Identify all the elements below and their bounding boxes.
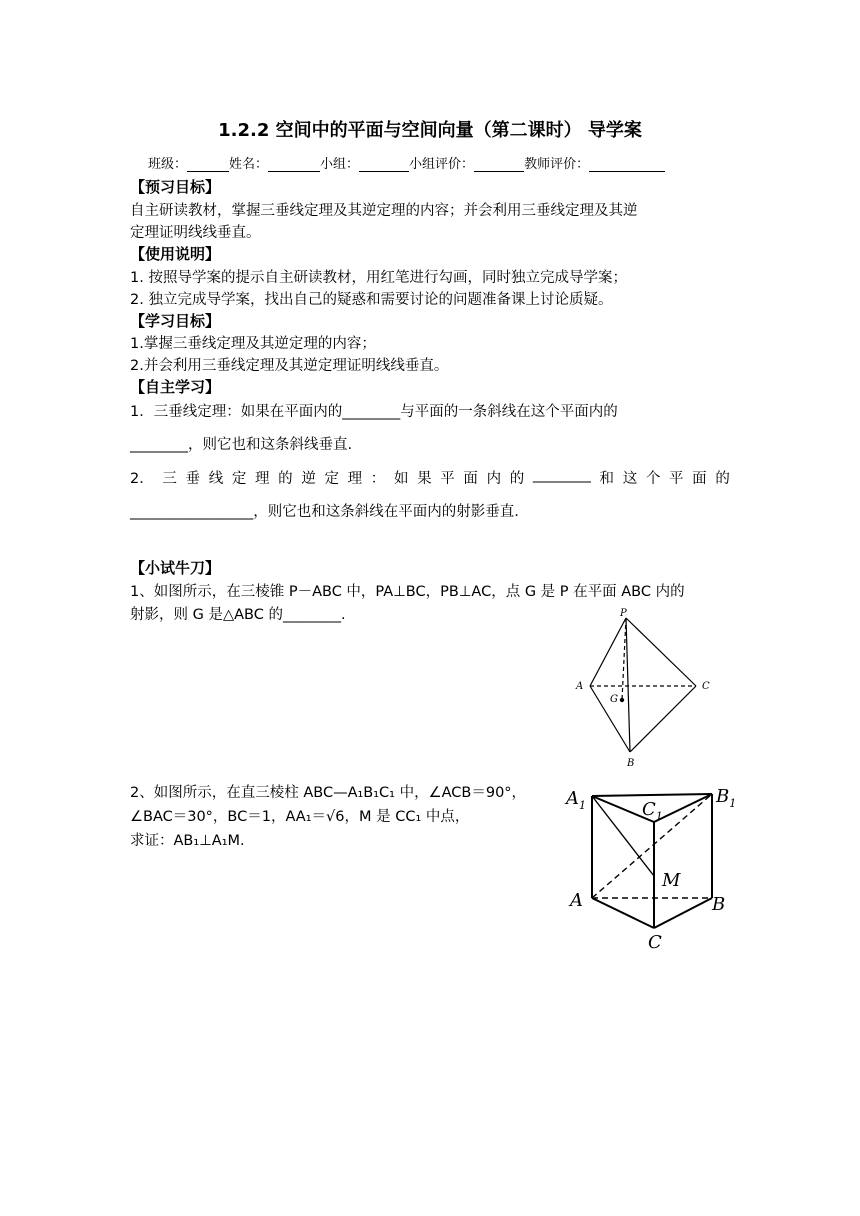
usage-item-2: 2. 独立完成导学案，找出自己的疑惑和需要讨论的问题准备课上讨论质疑。 [130, 292, 613, 308]
label-A: A [570, 890, 583, 911]
question-2-token: 个 [645, 471, 661, 487]
question-2-line1 [130, 467, 730, 488]
question-2-token: ： [370, 471, 386, 487]
preview-heading: 【预习目标】 [130, 178, 221, 196]
group-eval-blank[interactable] [474, 157, 524, 172]
name-blank[interactable] [268, 157, 320, 172]
question-2-token: 的 [278, 471, 293, 487]
question-2-token: 平 [669, 471, 684, 487]
label-C1: $C_1$ [642, 799, 663, 823]
question-2-token: 的 [715, 471, 730, 487]
question-2-token: 线 [208, 471, 224, 487]
practice-1-line1: 1、如图所示，在三棱锥 P－ABC 中，PA⊥BC，PB⊥AC，点 G 是 P 在平面 ABC 内的 [130, 584, 685, 600]
question-2-token: 面 [692, 471, 707, 487]
segment-PG-hidden [622, 618, 626, 700]
label-A1: $A_1$ [566, 788, 586, 812]
question-2-token: 定 [231, 471, 247, 487]
question-2-token: 垂 [185, 471, 201, 487]
label-C: C [702, 681, 710, 692]
question-2-token: 定 [324, 471, 339, 487]
page-title: 1.2.2 空间中的平面与空间向量（第二课时） 导学案 [218, 120, 642, 141]
label-P: P [620, 608, 627, 619]
teacher-eval-label: 教师评价： [524, 157, 590, 172]
class-blank[interactable] [187, 157, 229, 172]
goals-item-2: 2.并会利用三垂线定理及其逆定理证明线线垂直。 [130, 358, 449, 374]
question-1-line1: 1．三垂线定理：如果在平面内的________与平面的一条斜线在这个平面内的 [130, 404, 618, 420]
label-A: A [576, 681, 584, 692]
name-label: 姓名： [229, 157, 269, 172]
question-2-token: 逆 [301, 471, 316, 487]
edge-PA [590, 618, 626, 686]
question-2-token: 理 [255, 471, 270, 487]
question-2-token: 理 [347, 471, 363, 487]
practice-1-line2: 射影，则 G 是△ABC 的________. [130, 607, 346, 623]
question-2-token: 内 [486, 471, 502, 487]
question-2-token: 三 [162, 471, 177, 487]
practice-heading: 【小试牛刀】 [130, 559, 221, 577]
label-B: B [712, 894, 726, 915]
edge-PC [626, 618, 696, 686]
edge-CB [630, 686, 696, 752]
edge-AC [592, 898, 654, 928]
question-2-token: 的 [509, 471, 525, 487]
edge-PB [626, 618, 630, 752]
usage-item-1: 1. 按照导学案的提示自主研读教材，用红笔进行勾画，同时独立完成导学案； [130, 270, 627, 286]
question-1-line2: ________，则它也和这条斜线垂直. [130, 437, 353, 453]
question-2-token: ________ [532, 467, 591, 483]
goals-heading: 【学习目标】 [130, 312, 221, 330]
group-label: 小组： [320, 157, 360, 172]
pyramid-figure [560, 600, 720, 772]
point-G [620, 698, 624, 702]
label-G: G [610, 694, 618, 705]
question-2-line2: _________________，则它也和这条斜线在平面内的射影垂直. [130, 504, 519, 520]
goals-item-1: 1.掌握三垂线定理及其逆定理的内容； [130, 336, 376, 352]
question-2-token: 平 [440, 471, 455, 487]
practice-2-line3: 求证：AB₁⊥A₁M. [130, 833, 245, 849]
question-2-token: 这 [622, 471, 638, 487]
edge-A1B1 [592, 794, 712, 796]
question-2-token: 如 [393, 471, 409, 487]
question-2-token: 果 [417, 471, 432, 487]
group-eval-label: 小组评价： [409, 157, 475, 172]
question-2-token: 面 [463, 471, 478, 487]
question-2-token: 和 [599, 471, 615, 487]
preview-text-line2: 定理证明线线垂直。 [130, 225, 261, 241]
self-study-heading: 【自主学习】 [130, 378, 221, 396]
prism-figure [560, 780, 750, 958]
question-2-token: 2． [130, 471, 154, 487]
student-info-row [148, 153, 665, 172]
group-blank[interactable] [359, 157, 409, 172]
teacher-eval-blank[interactable] [589, 157, 665, 172]
edge-CB [654, 898, 712, 928]
preview-text-line1: 自主研读教材，掌握三垂线定理及其逆定理的内容；并会利用三垂线定理及其逆 [130, 203, 638, 219]
label-B1: $B_1$ [716, 786, 737, 810]
label-B: B [627, 758, 635, 769]
label-M: M [662, 870, 681, 891]
usage-heading: 【使用说明】 [130, 245, 221, 263]
label-C: C [648, 932, 662, 953]
class-label: 班级： [148, 157, 188, 172]
practice-2-line1: 2、如图所示，在直三棱柱 ABC—A₁B₁C₁ 中，∠ACB＝90°， [130, 785, 527, 801]
practice-2-line2: ∠BAC＝30°，BC＝1，AA₁＝√6，M 是 CC₁ 中点， [130, 809, 470, 825]
